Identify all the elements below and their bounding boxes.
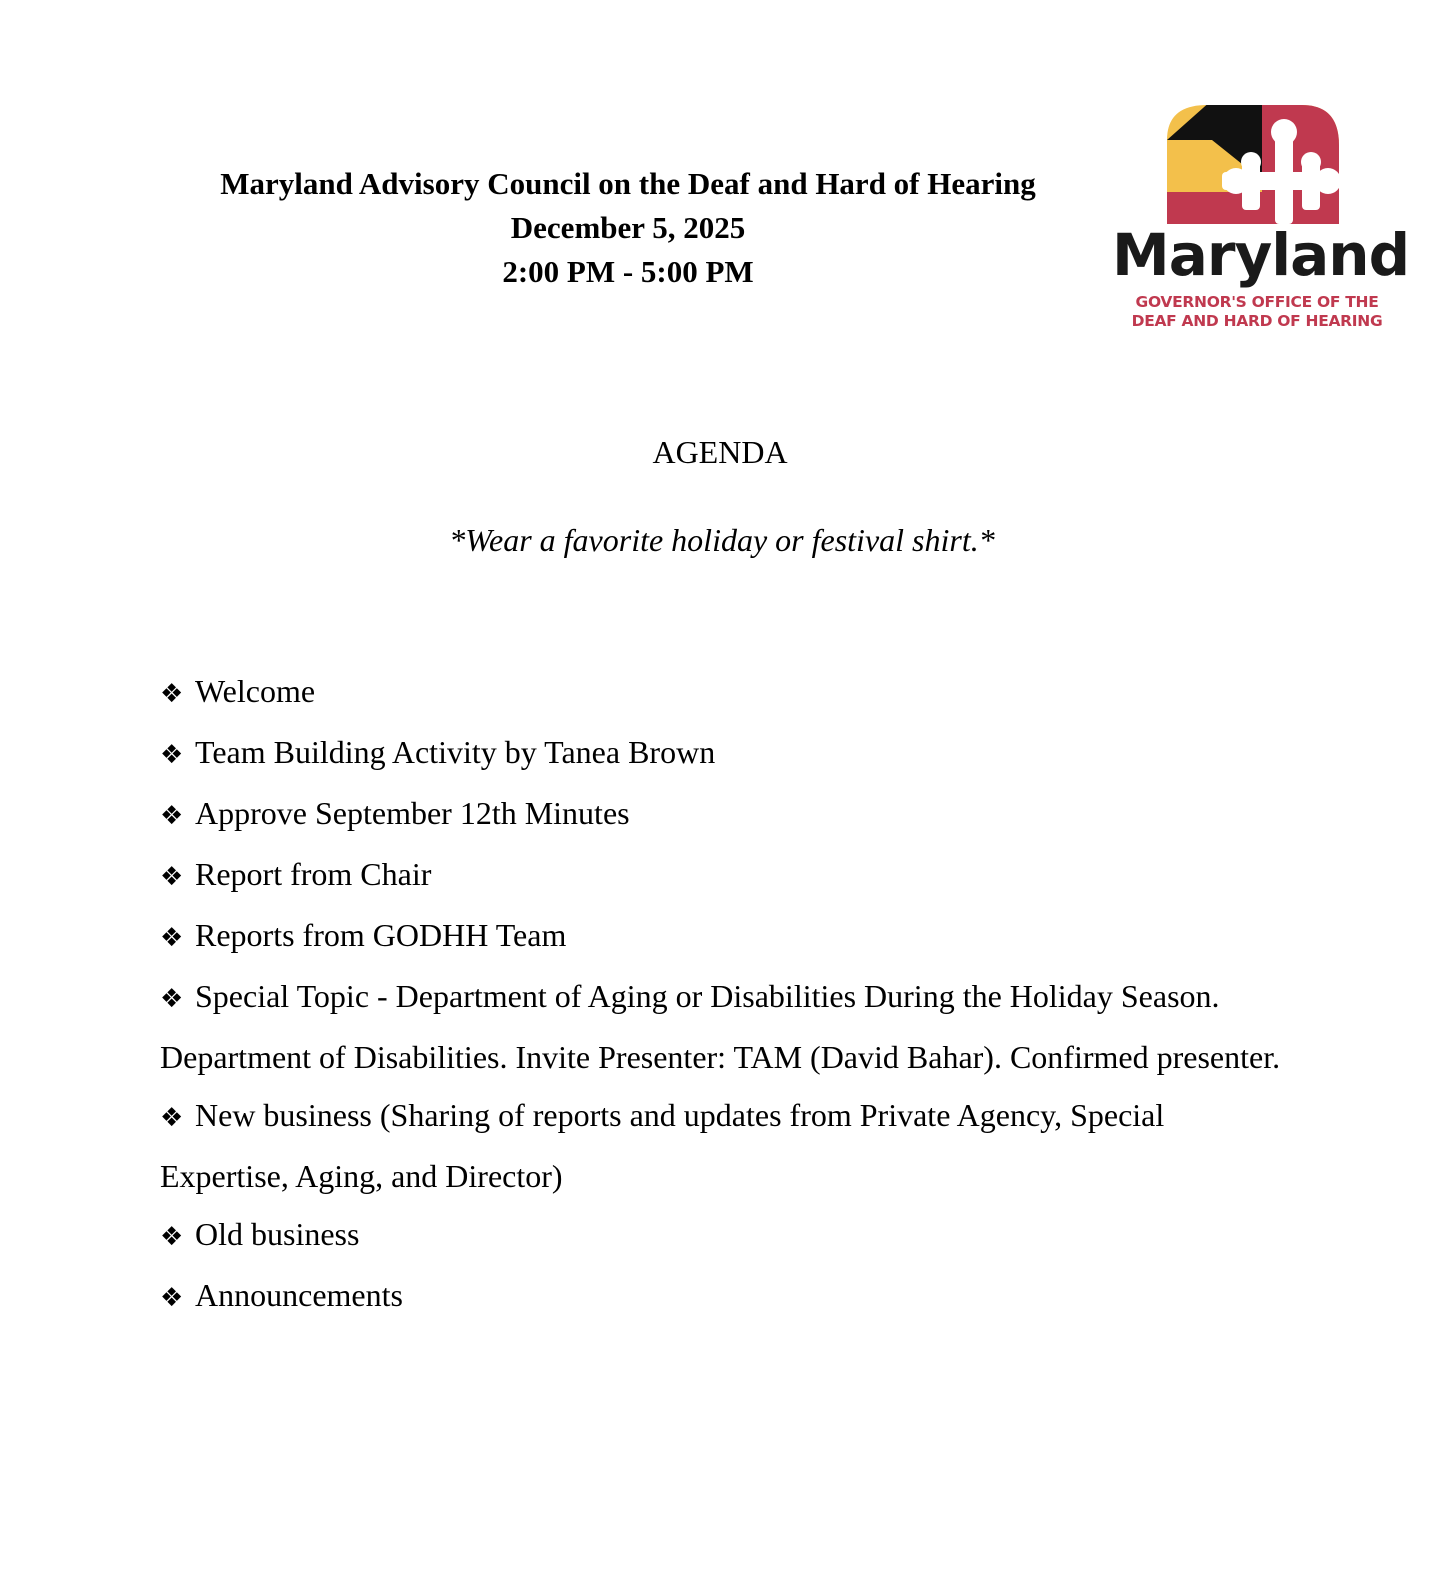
agenda-title: AGENDA — [652, 434, 788, 470]
diamond-bullet-icon: ❖ — [160, 801, 184, 831]
diamond-bullet-icon: ❖ — [160, 862, 184, 892]
agenda-item-text: Special Topic - Department of Aging or Disabilities During the Holiday Season. Department of Disabilities. Invite Presenter: TAM (David Bahar). Confirmed presenter. — [160, 978, 1281, 1075]
meeting-time: 2:00 PM - 5:00 PM — [502, 254, 754, 289]
diamond-bullet-icon: ❖ — [160, 923, 184, 953]
agenda-item — [160, 1086, 1300, 1205]
diamond-bullet-icon: ❖ — [160, 1222, 184, 1252]
council-title: Maryland Advisory Council on the Deaf and Hard of Hearing — [220, 166, 1036, 201]
agenda-item — [160, 723, 1300, 784]
logo-wordmark: Maryland — [1112, 221, 1410, 289]
agenda-item — [160, 662, 1300, 723]
agenda-item-text: Announcements — [195, 1277, 403, 1313]
dress-note: *Wear a favorite holiday or festival shirt.* — [449, 522, 995, 558]
logo-subtitle-line2: DEAF AND HARD OF HEARING — [1131, 312, 1383, 330]
agenda-item-text: Approve September 12th Minutes — [195, 795, 630, 831]
diamond-bullet-icon: ❖ — [160, 1103, 184, 1133]
agenda-item — [160, 1205, 1300, 1266]
agenda-item — [160, 784, 1300, 845]
diamond-bullet-icon: ❖ — [160, 984, 184, 1014]
agenda-item — [160, 906, 1300, 967]
meeting-date: December 5, 2025 — [510, 210, 746, 245]
agenda-item-text: Welcome — [195, 673, 316, 709]
diamond-bullet-icon: ❖ — [160, 1283, 184, 1313]
logo-subtitle-line1: GOVERNOR'S OFFICE OF THE — [1135, 293, 1379, 311]
agenda-item — [160, 845, 1300, 906]
agenda-item — [160, 967, 1300, 1086]
agenda-item-text: Team Building Activity by Tanea Brown — [195, 734, 716, 770]
agenda-item — [160, 1266, 1300, 1327]
agenda-item-text: Old business — [195, 1216, 360, 1252]
godhh-logo — [1112, 100, 1410, 335]
diamond-bullet-icon: ❖ — [160, 740, 184, 770]
maryland-flag-icon — [1112, 100, 1402, 230]
agenda-item-text: Report from Chair — [195, 856, 432, 892]
agenda-item-text: Reports from GODHH Team — [195, 917, 567, 953]
diamond-bullet-icon: ❖ — [160, 679, 184, 709]
document-header — [160, 162, 1096, 294]
agenda-item-text: New business (Sharing of reports and updates from Private Agency, Special Expertise, Aging, and Director) — [160, 1097, 1165, 1194]
agenda-list — [160, 662, 1300, 1327]
